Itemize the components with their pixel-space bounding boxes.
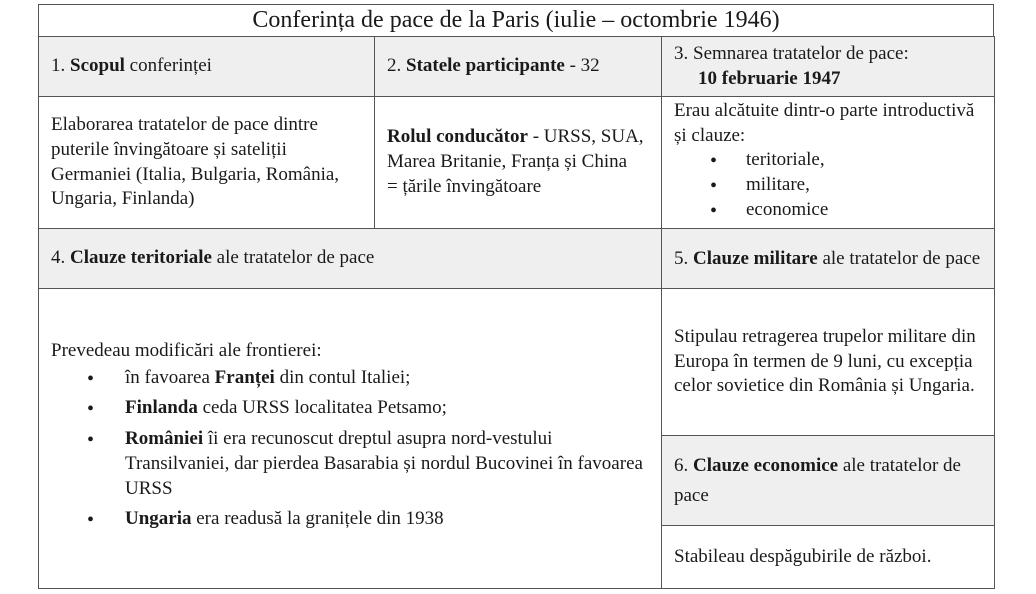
list-item: • în favoarea Franței din contul Italiei; bbox=[125, 366, 649, 391]
section-1-number: 1. bbox=[51, 55, 70, 77]
section-5-text: Stipulau retragerea trupelor militare din Europa în termen de 9 luni, cu excepția celor sovietice din România și Ungaria. bbox=[674, 325, 976, 397]
section-5-title-rest: ale tratatelor de pace bbox=[817, 247, 981, 269]
clause-types-list bbox=[674, 148, 982, 222]
list-item: • Finlanda ceda URSS localitatea Petsamo; bbox=[125, 396, 649, 421]
section-5-title: Clauze militare bbox=[693, 247, 818, 269]
section-6-title: Clauze economice bbox=[693, 455, 839, 477]
section-2-title: Statele participante bbox=[406, 55, 565, 77]
section-2-header bbox=[374, 36, 662, 97]
territorial-clauses-list bbox=[51, 366, 649, 538]
section-3-body bbox=[661, 96, 995, 229]
list-item: • militare, bbox=[746, 173, 982, 198]
section-4-title: Clauze teritoriale bbox=[70, 247, 212, 269]
section-5-body bbox=[661, 288, 995, 436]
section-5-number: 5. bbox=[674, 247, 693, 269]
victorious-countries-note: = țările învingătoare bbox=[387, 175, 542, 197]
section-1-title: Scopul bbox=[70, 55, 125, 77]
section-3-intro: Erau alcătuite dintr-o parte introductivă și clauze: bbox=[674, 100, 975, 146]
section-4-number: 4. bbox=[51, 247, 70, 269]
leading-role-label: Rolul conducător bbox=[387, 126, 528, 148]
section-3-header bbox=[661, 36, 995, 97]
page-title: Conferința de pace de la Paris (iulie – octombrie 1946) bbox=[38, 4, 994, 37]
section-6-title-rest: ale tratatelor de pace bbox=[674, 455, 961, 506]
list-item: • României îi era recunoscut dreptul asupra nord-vestului Transilvaniei, dar pierdea Basarabia și nordul Bucovinei în favoarea URSS bbox=[125, 427, 649, 501]
section-2-body bbox=[374, 96, 662, 229]
leading-role-countries: - URSS, SUA, Marea Britanie, Franța și China bbox=[387, 126, 644, 173]
section-5-header bbox=[661, 228, 995, 289]
section-6-body bbox=[661, 525, 995, 589]
section-1-header bbox=[38, 36, 375, 97]
section-4-intro: Prevedeau modificări ale frontierei: bbox=[51, 340, 322, 362]
section-2-title-rest: - 32 bbox=[564, 55, 600, 77]
section-3-title: 3. Semnarea tratatelor de pace: bbox=[674, 42, 909, 64]
list-item: • Ungaria era readusă la granițele din 1938 bbox=[125, 507, 649, 532]
section-2-number: 2. bbox=[387, 55, 406, 77]
section-1-body bbox=[38, 96, 375, 229]
section-1-text: Elaborarea tratatelor de pace dintre puterile învingătoare și sateliții Germaniei (Italia, Bulgaria, România, Ungaria, Finlanda) bbox=[51, 114, 340, 210]
list-item: • teritoriale, bbox=[746, 148, 982, 173]
section-3-date: 10 februarie 1947 bbox=[698, 67, 841, 89]
section-4-header bbox=[38, 228, 662, 289]
section-6-number: 6. bbox=[674, 455, 693, 477]
section-4-body bbox=[38, 288, 662, 589]
section-1-title-rest: conferinței bbox=[124, 55, 212, 77]
section-4-title-rest: ale tratatelor de pace bbox=[211, 247, 375, 269]
section-6-text: Stabileau despăgubirile de război. bbox=[674, 545, 932, 567]
list-item: • economice bbox=[746, 198, 982, 223]
section-6-header bbox=[661, 435, 995, 526]
